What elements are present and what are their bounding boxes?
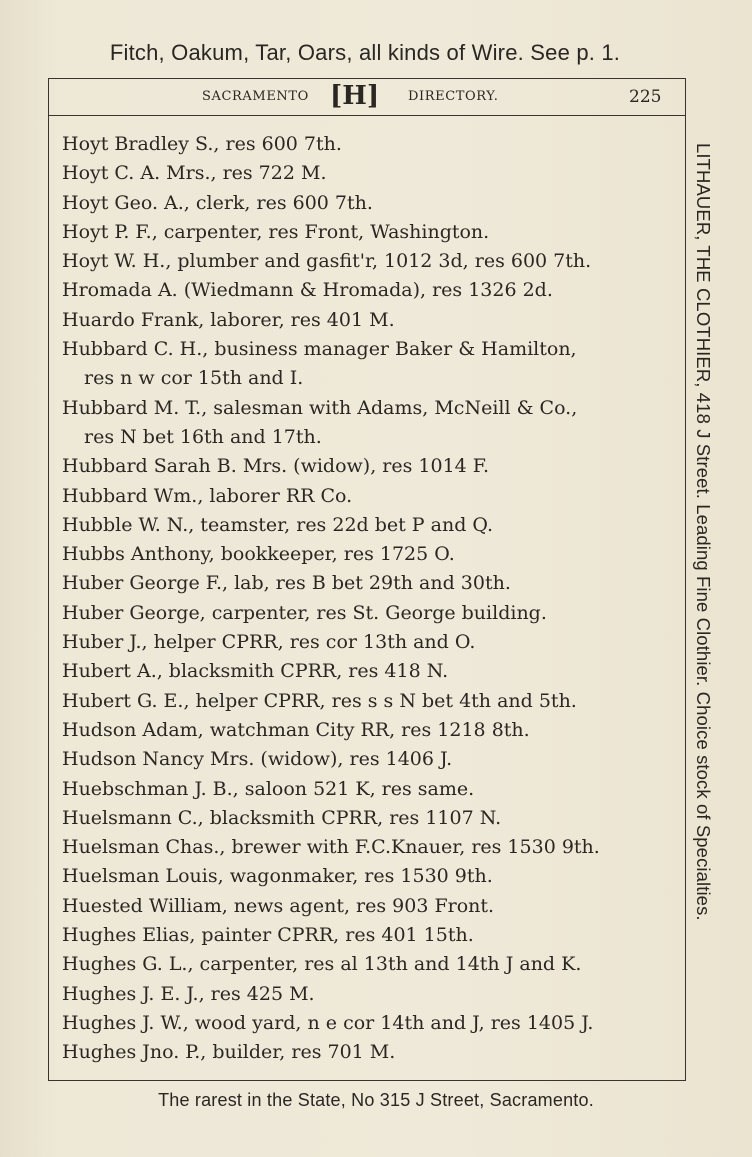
entry-text: Hudson Adam, watchman City RR, res 1218 8th. [62,718,530,741]
entry-text: Hubbs Anthony, bookkeeper, res 1725 O. [62,543,455,566]
directory-entry [62,189,672,218]
entry-text: Hudson Nancy Mrs. (widow), res 1406 J. [62,748,453,771]
entry-text: Hoyt W. H., plumber and gasfit'r, 1012 3d, res 600 7th. [62,250,592,273]
directory-entry [62,159,672,188]
entry-text: Hoyt P. F., carpenter, res Front, Washington. [62,220,490,243]
directory-entry [62,804,672,833]
page-number: 225 [629,87,662,107]
entry-text: Huber George, carpenter, res St. George building. [62,601,547,624]
directory-entry [62,218,672,247]
entry-continuation: res N bet 16th and 17th. [84,425,322,448]
directory-entry [62,482,672,511]
bottom-advertisement: The rarest in the State, No 315 J Street, Sacramento. [158,1090,594,1110]
entry-text: Hoyt Geo. A., clerk, res 600 7th. [62,191,373,214]
top-advertisement: Fitch, Oakum, Tar, Oars, all kinds of Wire. See p. 1. [109,40,621,65]
directory-entry [62,276,672,305]
entry-text: Huber George F., lab, res B bet 29th and 30th. [62,572,511,595]
running-head-letter: [H] [330,81,380,111]
directory-entry [62,511,672,540]
directory-entry [62,335,672,394]
entry-text: Huebschman J. B., saloon 521 K, res same. [62,777,475,800]
entry-text: Hoyt Bradley S., res 600 7th. [62,133,342,155]
directory-entries [62,130,672,1068]
directory-entry [62,980,672,1009]
directory-entry [62,921,672,950]
entry-text: Hromada A. (Wiedmann & Hromada), res 1326 2d. [62,279,553,302]
entry-text: Hubble W. N., teamster, res 22d bet P and Q. [62,513,494,536]
directory-entry [62,775,672,804]
entry-text: Hughes G. L., carpenter, res al 13th and 14th J and K. [62,953,582,976]
entry-text: Hubbard Wm., laborer RR Co. [62,484,353,507]
entry-text: Huber J., helper CPRR, res cor 13th and O. [62,631,476,654]
directory-entry [62,599,672,628]
directory-entry [62,628,672,657]
entry-text: Huelsman Louis, wagonmaker, res 1530 9th. [62,865,493,888]
entry-text: Huelsman Chas., brewer with F.C.Knauer, res 1530 9th. [62,836,600,859]
directory-entry [62,540,672,569]
entry-text: Hughes J. W., wood yard, n e cor 14th and J, res 1405 J. [62,1011,594,1034]
entry-text: Hubert A., blacksmith CPRR, res 418 N. [62,660,449,683]
entry-text: Huested William, news agent, res 903 Front. [62,894,495,917]
side-advertisement: LITHAUER, THE CLOTHIER, 418 J Street. Leading Fine Clothier. Choice stock of Specialties. [693,143,714,921]
entry-text: Huardo Frank, laborer, res 401 M. [62,308,395,331]
directory-entry [62,452,672,481]
entry-text: Hubbard Sarah B. Mrs. (widow), res 1014 F. [62,455,490,478]
directory-entry [62,950,672,979]
directory-entry [62,569,672,598]
directory-entry [62,247,672,276]
directory-entry [62,892,672,921]
running-head [48,78,686,116]
entry-text: Hughes Jno. P., builder, res 701 M. [62,1041,396,1064]
directory-entry [62,862,672,891]
directory-entry [62,130,672,159]
running-head-title: DIRECTORY. [408,89,499,104]
running-head-city: SACRAMENTO [202,89,309,104]
directory-entry [62,306,672,335]
entry-text: Hubbard C. H., business manager Baker & Hamilton, [62,338,577,361]
directory-entry [62,657,672,686]
directory-entry [62,716,672,745]
directory-entry [62,687,672,716]
directory-entry [62,394,672,453]
entry-text: Hubert G. E., helper CPRR, res s s N bet 4th and 5th. [62,689,577,712]
directory-entry [62,833,672,862]
entry-text: Hoyt C. A. Mrs., res 722 M. [62,162,327,185]
directory-entry [62,745,672,774]
entry-text: Huelsmann C., blacksmith CPRR, res 1107 N. [62,806,502,829]
entry-text: Hughes J. E. J., res 425 M. [62,982,315,1005]
entry-text: Hubbard M. T., salesman with Adams, McNeill & Co., [62,396,578,419]
entry-text: Hughes Elias, painter CPRR, res 401 15th. [62,924,474,947]
directory-entry [62,1038,672,1067]
directory-entry [62,1009,672,1038]
entry-continuation: res n w cor 15th and I. [84,367,304,390]
